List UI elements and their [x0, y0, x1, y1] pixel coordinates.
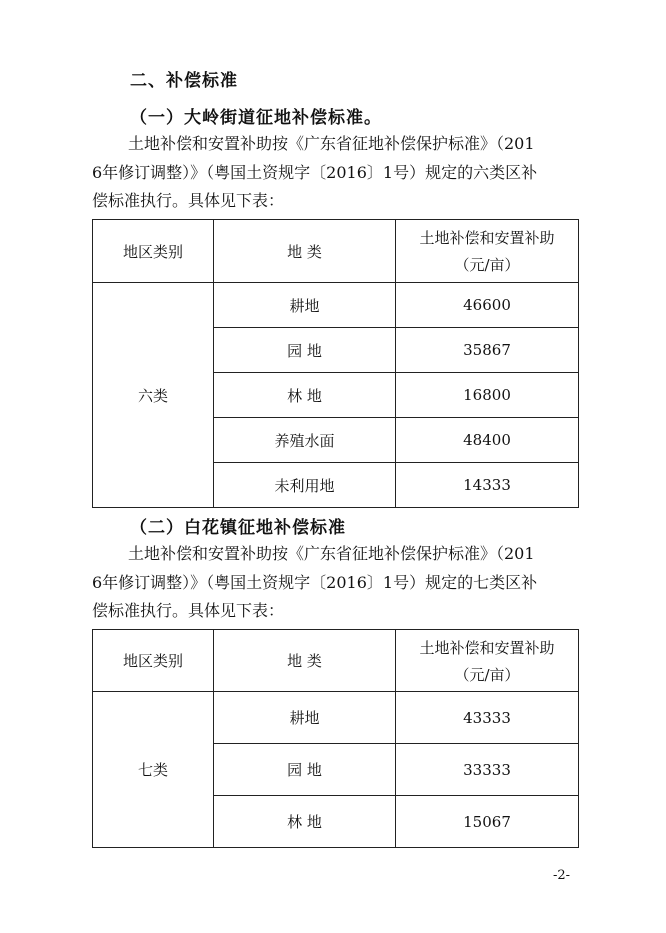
land-type-cell: 林 地	[214, 373, 396, 418]
para1-line2: 6年修订调整）》（粤国土资规字〔2016〕1号）规定的六类区补	[92, 162, 538, 182]
para2-line3: 偿标准执行。具体见下表：	[92, 601, 285, 620]
header-compensation	[396, 630, 579, 692]
region-cell: 六类	[93, 283, 214, 508]
para2-line2: 6年修订调整）》（粤国土资规字〔2016〕1号）规定的七类区补	[92, 572, 538, 592]
value-cell: 35867	[396, 328, 579, 373]
section-title: 二、补偿标准	[130, 71, 238, 91]
page-number: -2-	[553, 868, 571, 883]
table-header-row	[93, 220, 579, 283]
para1-line1: 土地补偿和安置补助按《广东省征地补偿保护标准》（201	[128, 134, 535, 153]
header-compensation-line1: 土地补偿和安置补助	[419, 638, 555, 657]
header-compensation	[396, 220, 579, 283]
subsection-2-paragraph	[92, 540, 578, 626]
header-land-type: 地 类	[214, 220, 396, 283]
header-region: 地区类别	[93, 630, 214, 692]
header-land-type: 地 类	[214, 630, 396, 692]
value-cell: 15067	[396, 796, 579, 848]
value-cell: 14333	[396, 463, 579, 508]
header-compensation-unit: （元/亩）	[454, 256, 520, 274]
subsection-1-title: （一）大岭街道征地补偿标准。	[130, 108, 382, 128]
land-type-cell: 未利用地	[214, 463, 396, 508]
region-cell: 七类	[93, 692, 214, 848]
para1-line3: 偿标准执行。具体见下表：	[92, 191, 285, 210]
land-type-cell: 耕地	[214, 692, 396, 744]
header-region: 地区类别	[93, 220, 214, 283]
value-cell: 48400	[396, 418, 579, 463]
land-type-cell: 林 地	[214, 796, 396, 848]
land-type-cell: 耕地	[214, 283, 396, 328]
header-compensation-line1: 土地补偿和安置补助	[419, 229, 555, 247]
table-header-row	[93, 630, 579, 692]
land-type-cell: 养殖水面	[214, 418, 396, 463]
value-cell: 16800	[396, 373, 579, 418]
land-type-cell: 园 地	[214, 328, 396, 373]
subsection-2-title: （二）白花镇征地补偿标准	[130, 518, 346, 538]
header-compensation-unit: （元/亩）	[454, 665, 520, 684]
land-type-cell: 园 地	[214, 744, 396, 796]
table-row	[93, 692, 579, 744]
value-cell: 43333	[396, 692, 579, 744]
subsection-1-paragraph	[92, 130, 578, 216]
para2-line1: 土地补偿和安置补助按《广东省征地补偿保护标准》（201	[128, 544, 535, 563]
table-row	[93, 283, 579, 328]
compensation-table-2	[92, 629, 579, 848]
value-cell: 46600	[396, 283, 579, 328]
value-cell: 33333	[396, 744, 579, 796]
compensation-table-1	[92, 219, 579, 508]
